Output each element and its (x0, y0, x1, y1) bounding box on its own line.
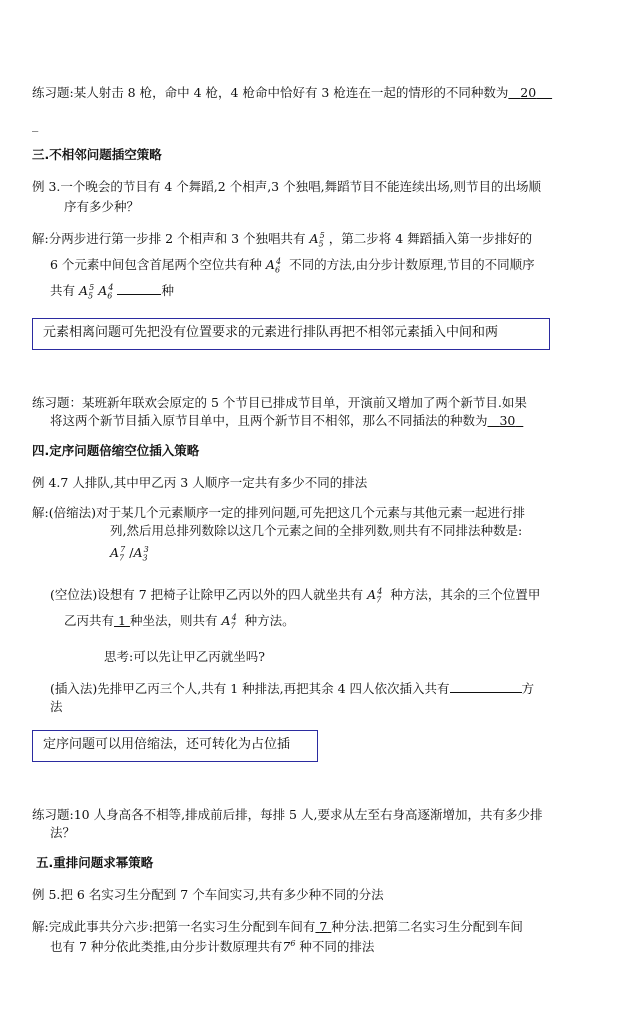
formula-a-7-4: $A_7^4$ (367, 586, 383, 605)
think-question: 思考:可以先让甲乙丙就坐吗? (104, 649, 265, 664)
example-4: 例 4.7 人排队,其中甲乙丙 3 人顺序一定共有多少不同的排法 (32, 475, 368, 490)
example-3-line-2: 序有多少种？ (64, 199, 140, 214)
practice-2-answer: 30 (499, 413, 516, 428)
section-4-title: 四.定序问题倍缩空位插入策略 (32, 443, 200, 458)
section-3-title: 三.不相邻问题插空策略 (32, 147, 162, 162)
practice-1-tail: _ (32, 117, 39, 132)
insert-line-1: (插入法)先排甲乙丙三个人,共有 1 种排法,再把其余 4 四人依次插入共有 方 (50, 681, 535, 696)
formula-a77-over-a33: $A_7^7$ $/A_3^3$ (110, 544, 149, 563)
tip-box-1-text: 元素相离问题可先把没有位置要求的元素进行排队再把不相邻元素插入中间和两 (43, 325, 499, 340)
practice-question-1 (32, 84, 552, 102)
solution-3-line-2: 6 个元素中间包含首尾两个空位共有种 $A_6^4$ 不同的方法,由分步计数原理,节目的不同顺序 (50, 256, 535, 275)
example-3-line-1: 例 3.一个晚会的节目有 4 个舞蹈,2 个相声,3 个独唱,舞蹈节目不能连续出场,则节目的出场顺 (32, 179, 542, 194)
tip-box-2 (32, 730, 318, 762)
practice-2-line-2: 将这两个新节目插入原节目单中，且两个新节目不相邻，那么不同插法的种数为 30 (50, 412, 523, 430)
section-5-title: 五.重排问题求幂策略 (36, 855, 154, 870)
vacancy-line-2: 乙丙共有 1 种坐法，则共有 $A_7^4$ 种方法。 (64, 612, 295, 631)
practice-1-answer: 20 (520, 85, 537, 100)
formula-a55-a64: $A_5^5$ $A_6^4$ (79, 282, 114, 301)
solution-4-line-2: 列,然后用总排列数除以这几个元素之间的全排列数,则共有不同排法种数是: (110, 523, 523, 538)
formula-a-7-4-b: $A_7^4$ (221, 612, 237, 631)
insert-blank (450, 680, 522, 693)
tip-box-2-text: 定序问题可以用倍缩法，还可转化为占位插 (43, 737, 291, 752)
answer-blank (117, 282, 161, 295)
solution-5-line-2: 也有 7 种分依此类推,由分步计数原理共有$7^6$ 种不同的排法 (50, 938, 375, 954)
practice-1-text: 练习题:某人射击 8 枪，命中 4 枪，4 枪命中恰好有 3 枪连在一起的情形的不同种数为 (32, 85, 509, 100)
formula-7-power-6: $7^6$ (282, 938, 296, 954)
practice-2-line-1: 练习题：某班新年联欢会原定的 5 个节目已排成节目单，开演前又增加了两个新节目.如果 (32, 395, 527, 410)
practice-3-line-2: 法？ (50, 825, 76, 840)
formula-a-6-4: $A_6^4$ (265, 256, 282, 275)
tip-box-1 (32, 318, 550, 350)
solution-3-line-3: 共有 $A_5^5$ $A_6^4$ 种 (50, 282, 174, 301)
vacancy-line-1: (空位法)设想有 7 把椅子让除甲乙丙以外的四人就坐共有 $A_7^4$ 种方法，其余的三个位置甲 (50, 586, 541, 605)
practice-3-line-1: 练习题:10 人身高各不相等,排成前后排，每排 5 人,要求从左至右身高逐渐增加，共有多少排 (32, 807, 543, 822)
solution-5-line-1: 解:完成此事共分六步:把第一名实习生分配到车间有 7 种分法.把第二名实习生分配到车间 (32, 919, 523, 934)
example-5: 例 5.把 6 名实习生分配到 7 个车间实习,共有多少种不同的分法 (32, 887, 384, 902)
vacancy-count: 1 (118, 613, 126, 628)
insert-line-2: 法 (50, 699, 63, 714)
solution-4-line-1: 解:(倍缩法)对于某几个元素顺序一定的排列问题,可先把这几个元素与其他元素一起进行排 (32, 505, 525, 520)
formula-a-5-5: $A_5^5$ (309, 230, 325, 249)
solution-5-count: 7 (319, 919, 328, 934)
solution-3-line-1: 解:分两步进行第一步排 2 个相声和 3 个独唱共有 $A_5^5$ ，第二步将 4 舞蹈插入第一步排好的 (32, 230, 533, 249)
